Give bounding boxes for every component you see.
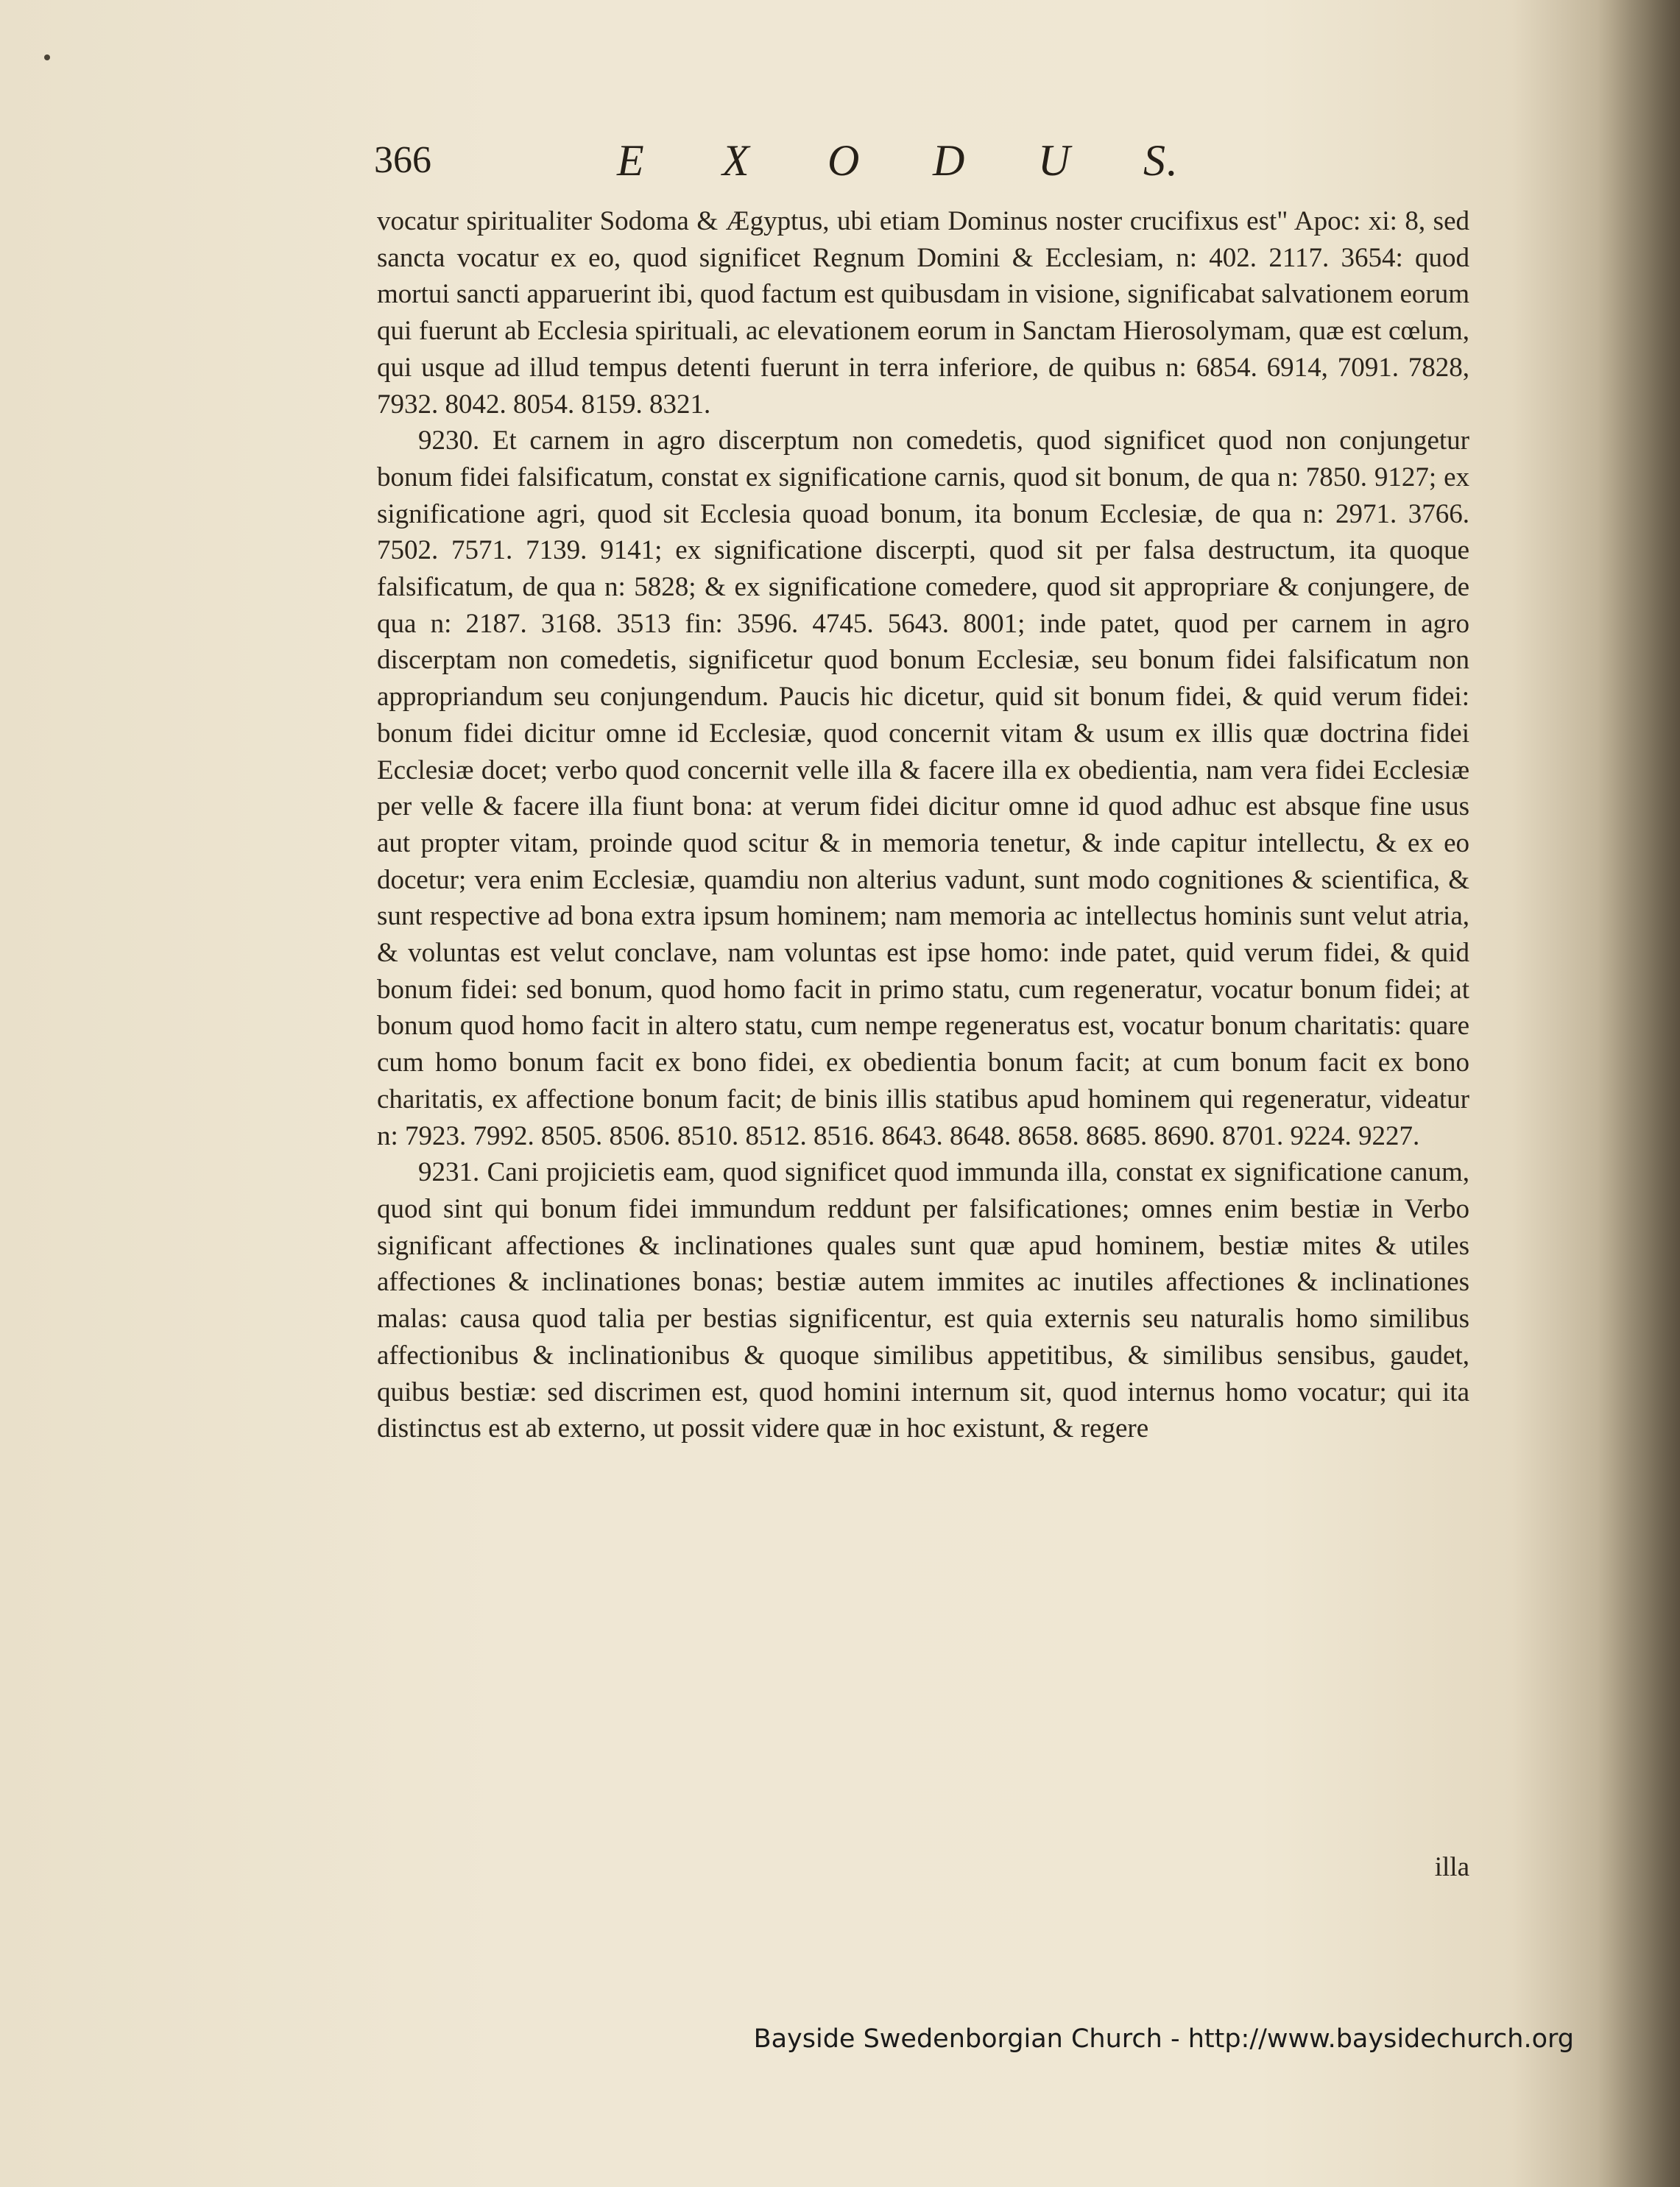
catchword: illa	[1434, 1852, 1469, 1882]
title-letter: D	[933, 136, 967, 185]
title-letter: X	[722, 136, 751, 185]
title-letter: S.	[1143, 136, 1179, 185]
title-letter: E	[617, 136, 646, 185]
paragraph-9231: 9231. Cani projicietis eam, quod significet quod immunda illa, constat ex significatione canum, quod sint qui bonum fidei immundum reddunt per falsificationes; omnes enim bestiæ in Verbo significant affectiones & inclinationes quales sunt quæ apud hominem, bestiæ mites & utiles affectiones & inclinationes bonas; bestiæ autem immites ac inutiles affectiones & inclinationes malas: causa quod talia per bestias significentur, est quia externis seu naturalis homo similibus affectionibus & inclinationibus & quoque similibus appetitibus, & similibus sensibus, gaudet, quibus bestiæ: sed discrimen est, quod homini internum sit, quod internus homo vocatur; qui ita distinctus est ab externo, ut possit videre quæ in hoc existunt, & regere	[377, 1157, 1469, 1444]
ink-speck	[44, 54, 50, 60]
body-text	[377, 203, 1469, 1447]
title-letter: U	[1038, 136, 1072, 185]
title-letter: O	[827, 136, 861, 185]
paragraph-9230: 9230. Et carnem in agro discerptum non comedetis, quod significet quod non conjungetur bonum fidei falsificatum, constat ex significatione carnis, quod sit bonum, de qua n: 7850. 9127; ex significatione agri, quod sit Ecclesia quoad bonum, ita bonum Ecclesiæ, de qua n: 2971. 3766. 7502. 7571. 7139. 9141; ex significatione discerpti, quod sit per falsa destructum, ita quoque falsificatum, de qua n: 5828; & ex significatione comedere, quod sit appropriare & conjungere, de qua n: 2187. 3168. 3513 fin: 3596. 4745. 5643. 8001; inde patet, quod per carnem in agro discerptam non comedetis, significetur quod bonum Ecclesiæ, seu bonum fidei falsificatum non appropriandum seu conjungendum. Paucis hic dicetur, quid sit bonum fidei, & quid verum fidei: bonum fidei dicitur omne id Ecclesiæ, quod concernit vitam & usum ex illis quæ doctrina fidei Ecclesiæ docet; verbo quod concernit velle illa & facere illa ex obedientia, nam vera fidei Ecclesiæ per velle & facere illa fiunt bona: at verum fidei dicitur omne id quod adhuc est absque fine usus aut propter vitam, proinde quod scitur & in memoria tenetur, & inde capitur intellectu, & ex eo docetur; vera enim Ecclesiæ, quamdiu non alterius vadunt, sunt modo cognitiones & scientifica, & sunt respective ad bona extra ipsum hominem; nam memoria ac intellectus hominis sunt velut atria, & voluntas est velut conclave, nam voluntas est ipse homo: inde patet, quid verum fidei, & quid bonum fidei: sed bonum, quod homo facit in primo statu, cum regeneratur, vocatur bonum fidei; at bonum quod homo facit in altero statu, cum nempe regeneratus est, vocatur bonum charitatis: quare cum homo bonum facit ex bono fidei, ex obedientia bonum facit; at cum bonum facit ex bono charitatis, ex affectione bonum facit; de binis illis statibus apud hominem qui regeneratur, videatur n: 7923. 7992. 8505. 8506. 8510. 8512. 8516. 8643. 8648. 8658. 8685. 8690. 8701. 9224. 9227.	[377, 425, 1469, 1151]
book-spine-shadow	[1598, 0, 1680, 2187]
watermark-footer: Bayside Swedenborgian Church - http://www.baysidechurch.org	[753, 2024, 1574, 2054]
running-title	[617, 135, 1249, 186]
page-number: 366	[374, 139, 431, 181]
paragraph-continued: vocatur spiritualiter Sodoma & Ægyptus, ubi etiam Dominus noster crucifixus est" Apoc: xi: 8, sed sancta vocatur ex eo, quod significet Regnum Domini & Ecclesiam, n: 402. 2117. 3654: quod mortui sancti apparuerint ibi, quod factum est quibusdam in visione, significabat salvationem eorum qui fuerunt ab Ecclesia spirituali, ac elevationem eorum in Sanctam Hierosolymam, quæ est cœlum, qui usque ad illud tempus detenti fuerunt in terra inferiore, de quibus n: 6854. 6914, 7091. 7828, 7932. 8042. 8054. 8159. 8321.	[377, 206, 1469, 420]
running-header	[374, 133, 1471, 199]
